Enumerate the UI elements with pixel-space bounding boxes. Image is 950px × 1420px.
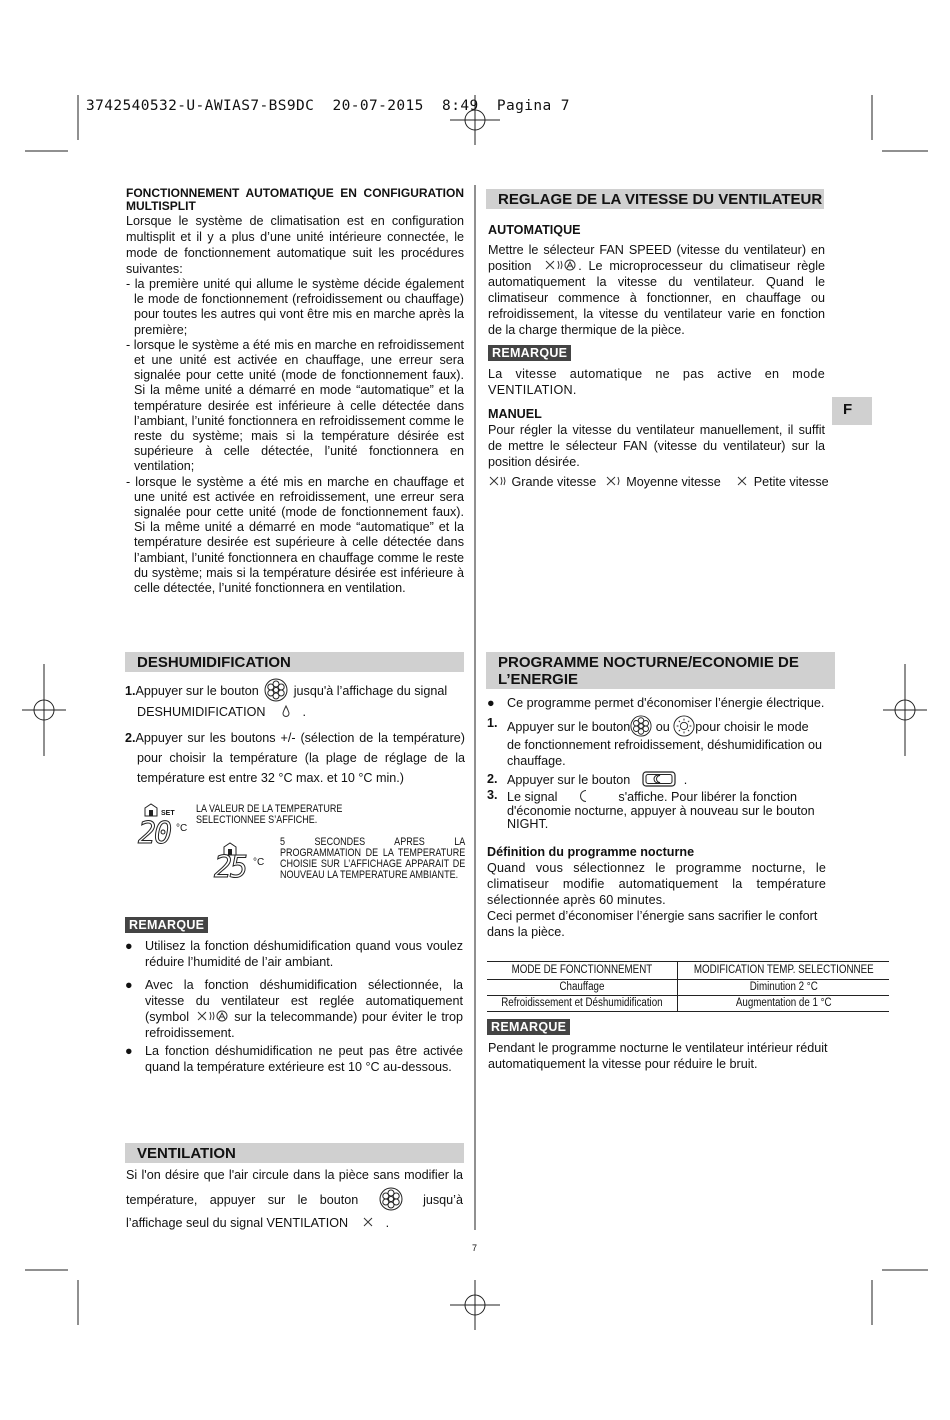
language-tab-label: F bbox=[843, 401, 853, 418]
fan-auto-icon bbox=[544, 259, 576, 271]
speed-legend bbox=[488, 474, 829, 490]
ventilation-text: Si l'on désire que l'air circule dans la pièce sans modifier la température, appuyer sur le bouton jusqu’à l’affichage seul du signal VENTILATION . bbox=[126, 1168, 463, 1230]
night-def-text: Quand vous sélectionnez le programme nocturne, le climatiseur modifie automatiquement la température sélectionnée après 60 minutes. bbox=[487, 860, 826, 907]
language-tab bbox=[832, 397, 872, 425]
table-header-cell: MODIFICATION TEMP. SELECTIONNEE bbox=[693, 963, 874, 976]
dehum-step-2: 2.Appuyer sur les boutons +/- (sélection de la température) pour choisir la température (la plage de réglage de la température est entre 32 °C max. et 10 °C min.) bbox=[125, 731, 465, 785]
fan-low-icon bbox=[736, 475, 750, 487]
dehum-remark-1: ● Utilisez la fonction déshumidification quand vous voulez réduire l’humidité de l’air ambiant. bbox=[125, 939, 463, 969]
table-cell: Chauffage bbox=[487, 979, 677, 995]
dehum-remark-3: ● La fonction déshumidification ne peut pas être activée quand la température extérieure est 10 °C au-dessous. bbox=[125, 1044, 463, 1074]
dehum-remark-2: ● Avec la fonction déshumidification sélectionnée, la vitesse du ventilateur est reglée automatiquement (symbol sur la telecommande) pour éviter le trop refroidissement. bbox=[125, 978, 464, 1040]
mode-button-icon-2 bbox=[379, 1187, 403, 1211]
display-caption-2: 5 SECONDES APRES LA PROGRAMMATION DE LA TEMPERATURE CHOISIE SUR L’AFFICHAGE APPARAIT DE NOUVEAU LA TEMPERATURE AMBIANTE. bbox=[280, 836, 466, 881]
table-row bbox=[487, 995, 889, 1011]
night-step-1: 1. Appuyer sur le bouton ou pour choisir le mode de fonctionnement refroidissement, déshumidification ou chauffage. bbox=[487, 716, 823, 768]
table-cell: Augmentation de 1 °C bbox=[735, 996, 832, 1009]
display-caption-1: LA VALEUR DE LA TEMPERATURE SELECTIONNEE S’AFFICHE. bbox=[196, 803, 343, 826]
set-unit: °C bbox=[176, 823, 188, 834]
sun-button-icon bbox=[673, 715, 695, 737]
multisplit-item-3: - lorsque le système a été mis en marche en chauffage et une unité est activée en refroidissement, une erreur sera signalée pour cette unité (mode de fonctionnement faux). Si la même unité a démarré en mode “automatique” et la température desirée est supérieure à celle détectée dans l’ambiant, l’unité fonctionnera en chauffage comme le reste du système; mais si la température désirée est inférieure à celle détectée, l’unité fonctionnera en ventilation. bbox=[126, 474, 464, 596]
moon-signal-icon bbox=[577, 789, 591, 803]
night-table bbox=[487, 961, 889, 1012]
ambient-temperature-value: 25 bbox=[214, 850, 247, 885]
night-def-title: Définition du programme nocturne bbox=[487, 844, 695, 859]
manual-title: MANUEL bbox=[488, 407, 542, 421]
mode-button-icon bbox=[264, 678, 288, 702]
auto-title: AUTOMATIQUE bbox=[488, 223, 581, 237]
speed-low-label: Petite vitesse bbox=[753, 475, 829, 489]
table-cell: Refroidissement et Déshumidification bbox=[487, 995, 677, 1011]
set-label: SET bbox=[161, 810, 175, 817]
night-button-icon bbox=[642, 771, 676, 787]
night-section bbox=[487, 695, 874, 1012]
multisplit-title: FONCTIONNEMENT AUTOMATIQUE EN CONFIGURATION MULTISPLIT bbox=[126, 186, 464, 213]
auto-text: Mettre le sélecteur FAN SPEED (vitesse du ventilateur) en position . Le microprocesseur du climatiseur règle automatiquement la vitesse du ventilateur. Quand le climatiseur commence à fonctionner, en chauffage ou refroidissement, la vitesse du ventilateur varie en fonction de la charge thermique de la pièce. bbox=[488, 243, 826, 337]
fan-remark-badge: REMARQUE bbox=[488, 345, 571, 361]
dehum-remark-badge: REMARQUE bbox=[125, 917, 208, 933]
fan-speed-heading: REGLAGE DE LA VITESSE DU VENTILATEUR bbox=[486, 189, 824, 209]
fan-medium-icon bbox=[605, 475, 623, 487]
page-number: 7 bbox=[472, 1243, 478, 1253]
fan-ventilation-icon bbox=[362, 1216, 376, 1228]
table-row bbox=[487, 979, 889, 995]
fan-high-icon bbox=[488, 475, 508, 487]
night-step-2: 2. Appuyer sur le bouton . bbox=[487, 772, 688, 787]
table-cell: Diminution 2 °C bbox=[749, 980, 818, 993]
speed-medium-label: Moyenne vitesse bbox=[626, 475, 721, 489]
multisplit-intro: Lorsque le système de climatisation est en configuration multisplit et il y a plus d’une unité intérieure connectée, le mode de fonctionnement automatique suit les procédures suivantes: bbox=[126, 214, 464, 276]
table-header-cell: MODE DE FONCTIONNEMENT bbox=[487, 961, 677, 979]
dehum-signal-label: DESHUMIDIFICATION bbox=[137, 705, 266, 719]
fan-speed-section bbox=[488, 222, 829, 490]
night-remark-badge: REMARQUE bbox=[487, 1019, 570, 1035]
mode-button-icon-3 bbox=[630, 715, 652, 737]
night-remark-text: Pendant le programme nocturne le ventilateur intérieur réduit automatiquement la vitesse pour réduire le bruit. bbox=[488, 1041, 828, 1071]
night-heading: PROGRAMME NOCTURNE/ECONOMIE DE L’ENERGIE bbox=[486, 652, 835, 689]
multisplit-item-1: - la première unité qui allume le système décide également le mode de fonctionnement (refroidissement ou chauffage) pour toutes les autres qui vont être mis en marche après la première; bbox=[126, 277, 464, 337]
dehum-remarks bbox=[125, 938, 463, 1075]
set-temperature-value: 20 bbox=[138, 816, 171, 851]
night-step-3: 3. Le signal s'affiche. Pour libérer la fonction d'économie nocturne, appuyer à nouveau sur le bouton NIGHT. bbox=[487, 788, 815, 831]
dehum-heading: DESHUMIDIFICATION bbox=[125, 652, 464, 672]
night-bullet: ● Ce programme permet d'économiser l’énergie électrique. bbox=[487, 696, 825, 710]
temperature-display-figure bbox=[136, 800, 466, 900]
ventilation-heading: VENTILATION bbox=[125, 1143, 464, 1163]
multisplit-item-2: - lorsque le système a été mis en marche en refroidissement et une unité est activée en chauffage, une erreur sera signalée pour cette unité (mode de fonctionnement faux). Si la même unité a démarré en mode “automatique” et la température desirée est inférieure à celle détectée dans l’ambiant, l’unité fonctionnera en refroidissement comme le reste du système; mais si la température désirée est supérieure à celle détectée, l’unité fonctionnera en ventilation; bbox=[126, 337, 464, 474]
fan-remark-text: La vitesse automatique ne pas active en mode VENTILATION. bbox=[488, 367, 825, 397]
print-header: 3742540532-U-AWIAS7-BS9DC 20-07-2015 8:49 Pagina 7 bbox=[86, 98, 570, 114]
home-icon-1 bbox=[144, 803, 158, 817]
speed-high-label: Grande vitesse bbox=[511, 475, 597, 489]
ambient-unit: °C bbox=[253, 857, 265, 868]
night-def-text-2: Ceci permet d’économiser l’énergie sans sacrifier le confort dans la pièce. bbox=[487, 908, 818, 939]
multisplit-section bbox=[126, 187, 464, 596]
manual-text: Pour régler la vitesse du ventilateur manuellement, il suffit de mettre le sélecteur FAN (vitesse du ventilateur) sur la position désirée. bbox=[488, 423, 825, 469]
droplet-icon bbox=[281, 705, 291, 717]
dehum-step-1: 1.Appuyer sur le bouton jusqu'à l’affichage du signal bbox=[125, 678, 465, 702]
fan-auto-icon-small bbox=[196, 1010, 228, 1022]
table-header-row bbox=[487, 961, 889, 979]
dehum-steps: 1.Appuyer sur le bouton jusqu'à l’affichage du signal DESHUMIDIFICATION . 2.Appuyer sur les boutons +/- (sélection de la température) pour choisir la température (la plage de réglage de la température est entre 32 °C max. et 10 °C min.) bbox=[125, 678, 465, 788]
